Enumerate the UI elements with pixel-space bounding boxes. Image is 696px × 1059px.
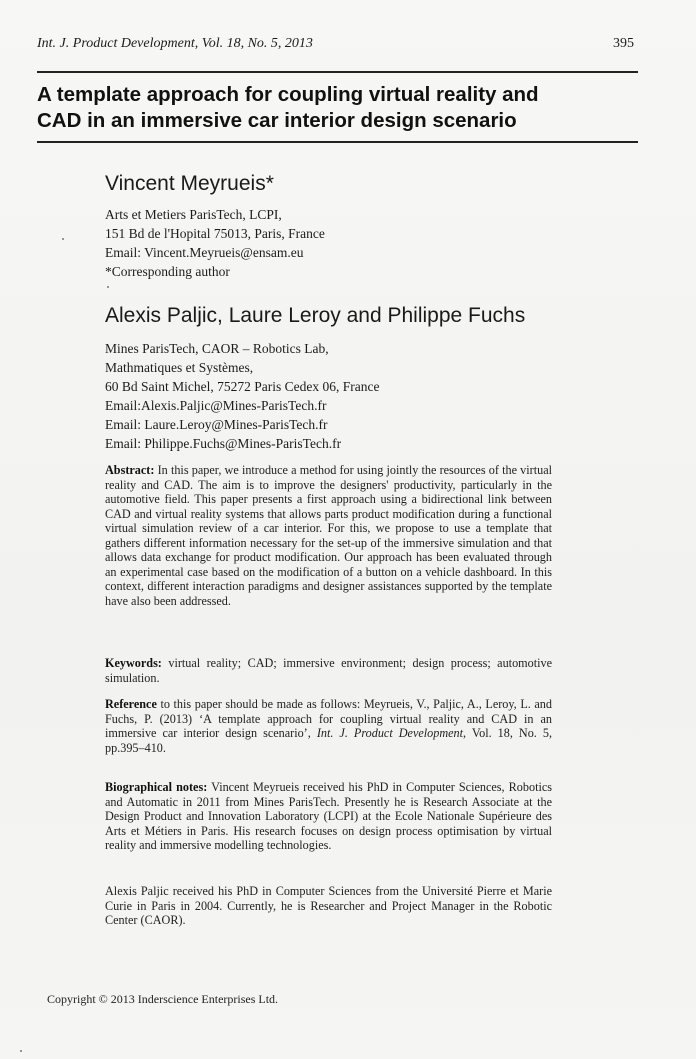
scan-speck — [20, 1050, 22, 1052]
affiliation-line: Mines ParisTech, CAOR – Robotics Lab, — [105, 341, 329, 356]
author-2-affiliation — [105, 339, 379, 453]
reference-text: to this paper should be made as follows: Meyrueis, V., Paljic, A., Leroy, L. and Fuchs, P. (2013) ‘A template approach for coupling virtual reality and CAD in an immersive car interior design scenario’, — [105, 697, 552, 740]
affiliation-line: 60 Bd Saint Michel, 75272 Paris Cedex 06, France — [105, 379, 380, 394]
affiliation-line: 151 Bd de l'Hopital 75013, Paris, France — [105, 226, 325, 241]
title-line-1: A template approach for coupling virtual reality and — [37, 83, 539, 106]
email-line: Email:Alexis.Paljic@Mines-ParisTech.fr — [105, 398, 327, 413]
abstract-label: Abstract: — [105, 463, 155, 477]
email-line: Email: Laure.Leroy@Mines-ParisTech.fr — [105, 417, 328, 432]
keywords-label: Keywords: — [105, 656, 162, 670]
author-1-affiliation — [105, 205, 325, 281]
email-line: Email: Philippe.Fuchs@Mines-ParisTech.fr — [105, 436, 342, 451]
copyright-notice: Copyright © 2013 Inderscience Enterprises Ltd. — [47, 992, 279, 1006]
author-2-names: Alexis Paljic, Laure Leroy and Philippe Fuchs — [105, 304, 526, 327]
journal-citation: Int. J. Product Development, Vol. 18, No. 5, 2013 — [37, 36, 313, 51]
bio-text-1: Vincent Meyrueis received his PhD in Computer Sciences, Robotics and Automatic in 2011 from Mines ParisTech. Presently he is Research Associate at the Design Product and Innovation Laboratory (LCPI) at the Ecole Nationale Supérieure des Arts et Métiers in Paris. His research focuses on design process optimisation by virtual reality and immersive modelling technologies. — [105, 780, 552, 852]
biographical-notes — [105, 780, 552, 853]
reference — [105, 697, 552, 755]
abstract — [105, 463, 552, 608]
reference-label: Reference — [105, 697, 157, 711]
affiliation-line: Arts et Metiers ParisTech, LCPI, — [105, 207, 282, 222]
author-1-name: Vincent Meyrueis* — [105, 172, 274, 195]
reference-volume: , Vol. 18, No. 5, pp.395–410. — [105, 726, 552, 755]
title-line-2: CAD in an immersive car interior design scenario — [37, 109, 517, 132]
scan-speck — [107, 286, 109, 288]
title-rule-bottom — [37, 141, 638, 143]
reference-journal: Int. J. Product Development — [316, 726, 464, 740]
affiliation-line: Mathmatiques et Systèmes, — [105, 360, 254, 375]
keywords — [105, 656, 552, 685]
email-line: Email: Vincent.Meyrueis@ensam.eu — [105, 245, 304, 260]
running-head — [37, 36, 659, 52]
paper-title — [37, 82, 637, 134]
bio-label: Biographical notes: — [105, 780, 208, 794]
page-number: 395 — [613, 36, 634, 51]
bio-text-2: Alexis Paljic received his PhD in Computer Sciences from the Université Pierre et Marie Curie in Paris in 2004. Currently, he is Researcher and Project Manager in the Robotic Center (CAOR). — [105, 884, 552, 927]
abstract-text: In this paper, we introduce a method for using jointly the resources of the virtual reality and CAD. The aim is to improve the designers' productivity, particularly in the automotive field. This paper presents a first approach using a bidirectional link between CAD and virtual reality systems that allows parts product modification during a functional virtual simulation review of a car interior. For this, we propose to use a template that gathers different information necessary for the set-up of the immersive simulation and that allows data exchange for product modification. Our approach has been evaluated through an experimental case based on the modification of a button on a vehicle dashboard. In this context, different interaction paradigms and designer assistances supported by the template have also been addressed. — [105, 463, 553, 608]
corresponding-note: *Corresponding author — [105, 264, 230, 279]
scan-speck — [62, 238, 64, 240]
title-rule-top — [37, 71, 638, 73]
keywords-text: virtual reality; CAD; immersive environment; design process; automotive simulation. — [105, 656, 553, 685]
